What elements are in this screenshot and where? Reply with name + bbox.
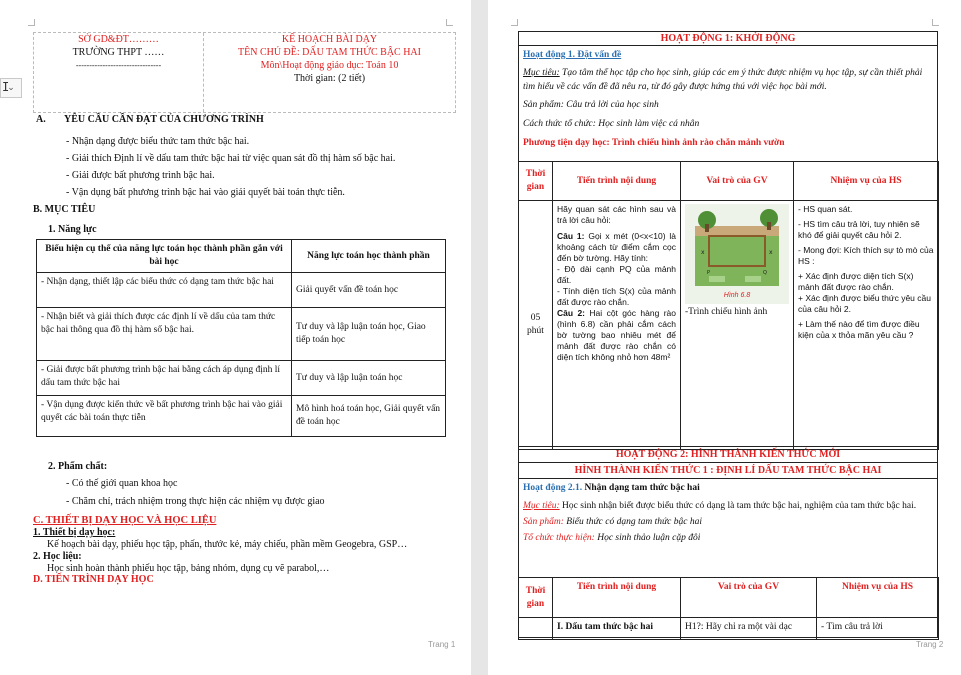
document-page-2	[488, 0, 961, 675]
table-header-row	[519, 162, 939, 201]
materials-text: Học sinh hoàn thành phiếu học tập, bảng nhóm, dụng cụ vẽ parabol,…	[47, 563, 330, 574]
svg-text:P: P	[707, 270, 711, 276]
table-cell: Tư duy và lập luận toán học	[292, 361, 446, 396]
table-cell: - Vận dụng được kiến thức về bất phương trình bậc hai vào giải quyết các bài toán thực tiễn	[37, 396, 292, 437]
qualities-item: - Có thế giới quan khoa học	[66, 478, 178, 489]
margin-corner-mark	[511, 19, 518, 26]
table-header-cell: Nhiệm vụ của HS	[794, 162, 939, 201]
header-time: Thời gian: (2 tiết)	[293, 73, 366, 84]
qualities-item: - Chăm chỉ, trách nhiệm trong thực hiện các nhiệm vụ được giao	[66, 496, 325, 507]
question-1-label: Câu 1:	[557, 231, 585, 241]
activity-2-title: HOẠT ĐỘNG 2: HÌNH THÀNH KIẾN THỨC MỚI	[519, 447, 937, 463]
margin-corner-mark	[932, 19, 939, 26]
header-divider: --------------------------------	[75, 61, 162, 70]
figure-caption: Hình 6.8	[723, 292, 751, 299]
content-intro: Hãy quan sát các hình sau và trả lời câu hỏi:	[557, 204, 676, 225]
svg-text:x: x	[701, 249, 705, 256]
table-row	[519, 201, 939, 450]
table-cell: - Nhận dạng, thiết lập các biểu thức có dạng tam thức bậc hai	[37, 273, 292, 308]
svg-text:x: x	[769, 249, 773, 256]
section-a-label: A.	[36, 114, 46, 125]
table-cell: Mô hình hoá toán học, Giải quyết vấn đề toán học	[292, 396, 446, 437]
chevron-down-icon[interactable]: ⌄	[0, 78, 22, 98]
header-school-cell	[34, 33, 204, 112]
goal2-text: Học sinh nhận biết được biểu thức có dạng là tam thức bậc hai, nghiệm của tam thức bậc hai.	[562, 501, 917, 511]
table-cell-hs-tasks	[794, 201, 939, 450]
document-header-table	[33, 32, 456, 113]
product-label: Sản phẩm:	[523, 100, 564, 110]
product2-text: Biểu thức có dạng tam thức bậc hai	[566, 517, 702, 527]
table-cell	[519, 618, 553, 640]
question-1-part-a: - Độ dài cạnh PQ của mảnh đất.	[557, 264, 676, 285]
qualities-heading: 2. Phẩm chất:	[48, 461, 108, 472]
materials-heading: 2. Học liệu:	[33, 551, 82, 562]
goal-text: Tạo tâm thế học tập cho học sinh, giúp các em ý thức được nhiệm vụ học tập, sự cần thiết phải tìm hiểu về các vấn đề đã nêu ra, từ đó gây được hứng thú với việc học bài mới.	[523, 68, 923, 92]
table-cell: I. Dấu tam thức bậc hai	[553, 618, 681, 640]
section-a-item: - Nhận dạng được biểu thức tam thức bậc hai.	[66, 136, 250, 147]
header-department: SỞ GD&ĐT………	[78, 34, 159, 45]
table-row	[37, 273, 446, 308]
hs-task-item: - Mong đợi: Kích thích sự tò mò của HS :	[798, 245, 934, 266]
header-subject: Môn\Hoạt động giáo dục: Toán 10	[260, 60, 399, 71]
table-row	[37, 308, 446, 361]
goal-label: Mục tiêu:	[523, 68, 560, 78]
hs-task-item: - HS quan sát.	[798, 204, 853, 214]
header-plan-title: KẾ HOẠCH BÀI DẠY	[281, 34, 378, 45]
table-row	[519, 618, 939, 640]
activity-2-1-text: Nhận dạng tam thức bậc hai	[584, 483, 700, 493]
section-a-item: - Vận dụng bất phương trình bậc hai vào giải quyết bài toán thực tiễn.	[66, 187, 345, 198]
section-a-item: - Giải thích Định lí về dấu tam thức bậc hai từ việc quan sát đồ thị hàm số bậc hai.	[66, 153, 396, 164]
table-header-cell: Tiến trình nội dung	[553, 578, 681, 618]
competence-table	[36, 239, 446, 437]
table-cell: - Nhận biết và giải thích được các định lí về dấu của tam thức bậc hai thông qua đồ thị hàm số bậc hai.	[37, 308, 292, 361]
table-header-cell: Thời gian	[519, 162, 553, 201]
table-header-row	[37, 240, 446, 273]
table-header-cell: Biểu hiện cụ thể của năng lực toán học thành phần gắn với bài học	[37, 240, 292, 273]
table-header-cell: Nhiệm vụ của HS	[817, 578, 939, 618]
margin-corner-mark	[446, 19, 453, 26]
section-d-title: D. TIẾN TRÌNH DẠY HỌC	[33, 574, 154, 585]
organization2-label: Tổ chức thực hiện:	[523, 533, 595, 543]
activity-2-box	[518, 446, 938, 638]
hs-task-item: + Xác định được biểu thức yêu cầu của câu hỏi 2.	[798, 293, 931, 314]
table-header-cell: Vai trò của GV	[681, 162, 794, 201]
table-header-cell: Tiến trình nội dung	[553, 162, 681, 201]
hs-task-item: + Làm thế nào để tìm được điều kiện của x thỏa mãn yêu cầu ?	[798, 319, 920, 340]
table-cell: - Tìm câu trả lời	[817, 618, 939, 640]
hs-task-item: + Xác định được diện tích S(x) mảnh đất được rào chắn.	[798, 271, 914, 292]
table-cell-gv-role	[681, 201, 794, 450]
page-number: Trang 1	[428, 640, 456, 649]
activity-1-table	[518, 161, 939, 450]
document-page-1	[0, 0, 471, 675]
question-2-text: Hai cột góc hàng rào (hình 6.8) cần phải cắm cách bờ tường bao nhiêu mét để mảnh đất được rào chắn có diện tích không nhỏ hơn 48m²	[557, 308, 676, 362]
header-school: TRƯỜNG THPT ……	[72, 47, 165, 58]
table-cell: - Giải được bất phương trình bậc hai bằng cách áp dụng định lí dấu tam thức bậc hai	[37, 361, 292, 396]
table-row	[37, 361, 446, 396]
margin-corner-mark	[28, 19, 35, 26]
garden-fence-illustration	[685, 204, 789, 304]
section-a-title: YÊU CẦU CẦN ĐẠT CỦA CHƯƠNG TRÌNH	[64, 114, 264, 125]
activity-1-box	[518, 31, 938, 450]
table-cell-content	[553, 201, 681, 450]
header-topic: TÊN CHỦ ĐỀ: DẤU TAM THỨC BẬC HAI	[238, 47, 421, 58]
section-a-item: - Giải được bất phương trình bậc hai.	[66, 170, 215, 181]
table-header-cell: Thời gian	[519, 578, 553, 618]
goal2-label: Mục tiêu:	[523, 501, 560, 511]
competence-heading: 1. Năng lực	[48, 224, 97, 235]
page-number: Trang 2	[916, 640, 944, 649]
teaching-means: Phương tiện dạy học: Trình chiếu hình ảnh rào chắn mảnh vườn	[523, 138, 785, 148]
table-cell-time: 05 phút	[519, 201, 553, 450]
table-header-cell: Vai trò của GV	[681, 578, 817, 618]
knowledge-1-title: HÌNH THÀNH KIẾN THỨC 1 : ĐỊNH LÍ DẤU TAM THỨC BẬC HAI	[519, 463, 937, 479]
product-text: Câu trả lời của học sinh	[566, 100, 659, 110]
section-c-title: C. THIẾT BỊ DẠY HỌC VÀ HỌC LIỆU	[33, 515, 217, 526]
table-header-cell: Năng lực toán học thành phần	[292, 240, 446, 273]
svg-text:Q: Q	[763, 270, 767, 276]
header-plan-cell	[204, 33, 455, 112]
table-cell: Tư duy và lập luận toán học, Giao tiếp toán học	[292, 308, 446, 361]
organization-label: Cách thức tổ chức:	[523, 119, 596, 129]
product2-label: Sản phẩm:	[523, 517, 564, 527]
activity-1-1-title: Hoạt động 1. Đặt vấn đề	[523, 50, 622, 60]
activity-2-1-label: Hoạt động 2.1.	[523, 483, 583, 493]
activity-2-table	[518, 577, 939, 640]
activity-1-title: HOẠT ĐỘNG 1: KHỞI ĐỘNG	[519, 32, 937, 46]
table-row	[37, 396, 446, 437]
text-cursor-icon: I	[2, 80, 10, 94]
section-b-title: B. MỤC TIÊU	[33, 204, 96, 215]
table-cell: H1?: Hãy chỉ ra một vài dạc	[681, 618, 817, 640]
question-2-label: Câu 2:	[557, 308, 586, 318]
table-header-row	[519, 578, 939, 618]
question-1-part-b: - Tính diện tích S(x) của mảnh đất được rào chắn.	[557, 286, 676, 307]
organization2-text: Học sinh thảo luận cặp đôi	[597, 533, 701, 543]
gv-role-text: -Trình chiếu hình ảnh	[685, 307, 768, 317]
equipment-heading: 1. Thiết bị dạy học:	[33, 527, 116, 538]
table-cell: Giải quyết vấn đề toán học	[292, 273, 446, 308]
question-1-text: Gọi x mét (0<x<10) là khoảng cách từ điểm cắm cọc đến bờ tường. Hãy tính:	[557, 231, 676, 263]
equipment-text: Kế hoạch bài dạy, phiếu học tập, phấn, thước kẻ, máy chiếu, phần mềm Geogebra, GSP…	[47, 539, 408, 550]
hs-task-item: - HS tìm câu trả lời, tuy nhiên sẽ khó để giải quyết câu hỏi 2.	[798, 219, 920, 240]
organization-text: Học sinh làm việc cá nhân	[598, 119, 700, 129]
